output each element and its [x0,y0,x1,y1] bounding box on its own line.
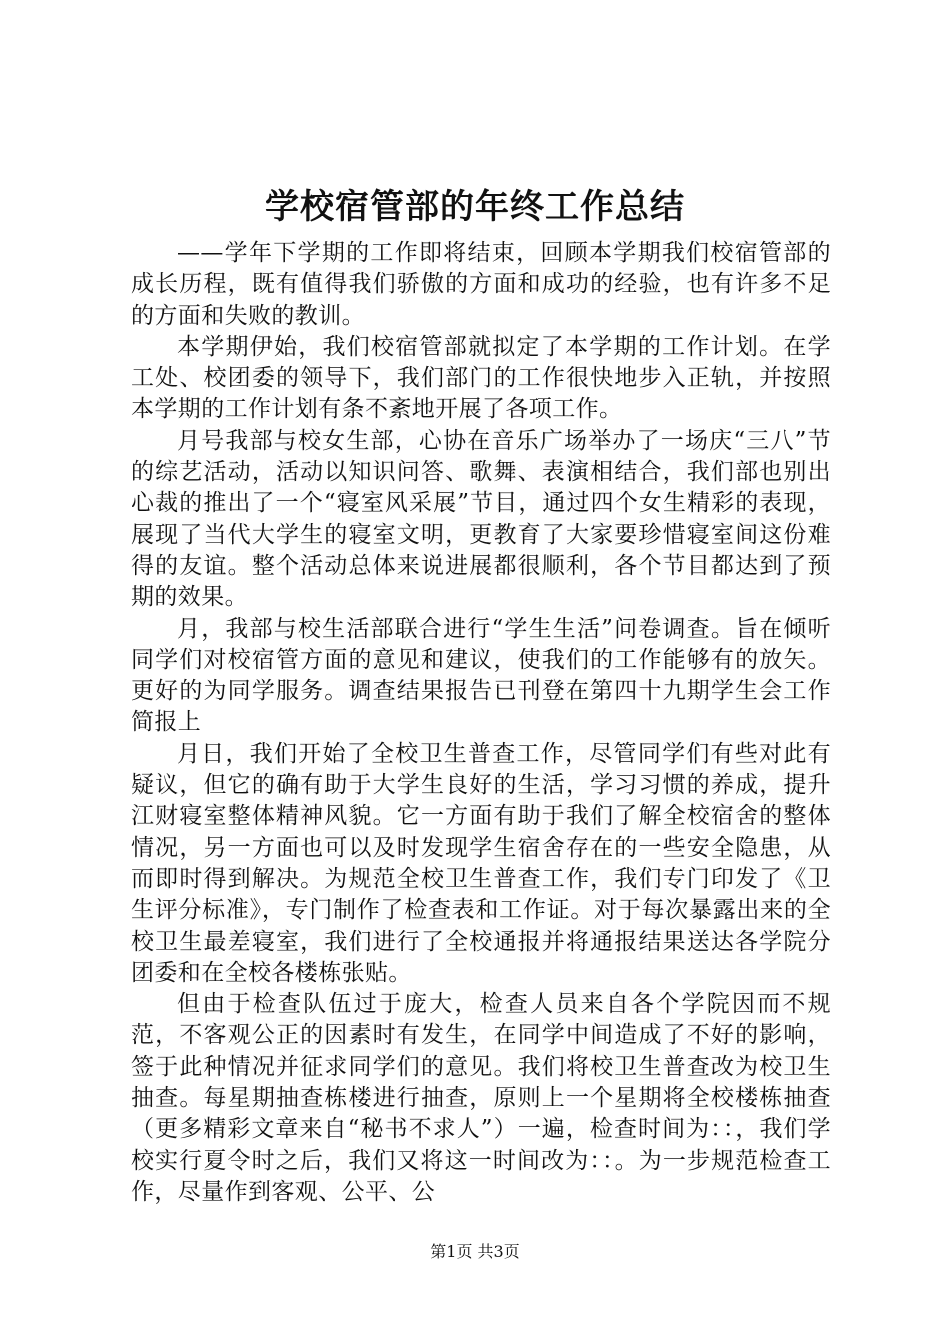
paragraph-hygiene-inspection: 月日，我们开始了全校卫生普查工作，尽管同学们有些对此有疑议，但它的确有助于大学生良好的生活，学习习惯的养成，提升江财寝室整体精神风貌。它一方面有助于我们了解全校宿舍的整体情况，另一方面也可以及时发现学生宿舍存在的一些安全隐患，从而即时得到解决。为规范全校卫生普查工作，我们专门印发了《卫生评分标准》，专门制作了检查表和工作证。对于每次暴露出来的全校卫生最差寝室，我们进行了全校通报并将通报结果送达各学院分团委和在全校各楼栋张贴。 [131,740,831,986]
paragraph-semester-plan: 本学期伊始，我们校宿管部就拟定了本学期的工作计划。在学工处、校团委的领导下，我们部门的工作很快地步入正轨，并按照本学期的工作计划有条不紊地开展了各项工作。 [131,333,831,423]
paragraph-spot-check: 但由于检查队伍过于庞大，检查人员来自各个学院因而不规范，不客观公正的因素时有发生，在同学中间造成了不好的影响，签于此种情况并征求同学们的意见。我们将校卫生普查改为校卫生抽查。每星期抽查栋楼进行抽查，原则上一个星期将全校楼栋抽查（更多精彩文章来自“秘书不求人”）一遍，检查时间为：：，我们学校实行夏令时之后，我们又将这一时间改为：：。为一步规范检查工作，尽量作到客观、公平、公 [131,991,831,1205]
paragraph-womens-day-event: 月号我部与校女生部，心协在音乐广场举办了一场庆“三八”节的综艺活动，活动以知识问答、歌舞、表演相结合，我们部也别出心裁的推出了一个“寝室风采展”节目，通过四个女生精彩的表现，展现了当代大学生的寝室文明，更教育了大家要珍惜寝室间这份难得的友谊。整个活动总体来说进展都很顺利，各个节目都达到了预期的效果。 [131,427,831,611]
document-body [131,238,831,1208]
page-footer: 第1页 共3页 [430,1242,520,1261]
paragraph-survey: 月，我部与校生活部联合进行“学生生活”问卷调查。旨在倾听同学们对校宿管方面的意见和建议，使我们的工作能够有的放矢。更好的为同学服务。调查结果报告已刊登在第四十九期学生会工作简报上 [131,615,831,736]
document-title: 学校宿管部的年终工作总结 [265,187,685,227]
paragraph-intro: ——学年下学期的工作即将结束，回顾本学期我们校宿管部的成长历程，既有值得我们骄傲的方面和成功的经验，也有许多不足的方面和失败的教训。 [131,240,831,329]
